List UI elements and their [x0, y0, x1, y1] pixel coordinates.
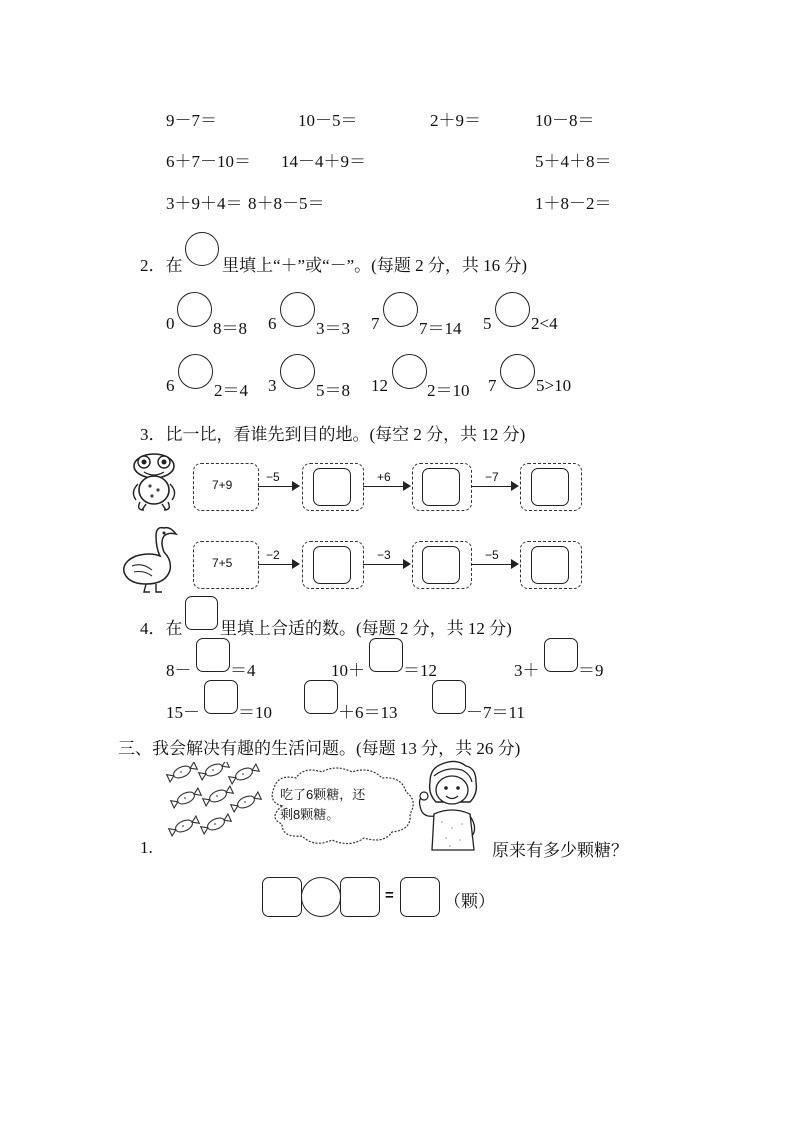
equation: 2＋9＝	[430, 111, 481, 130]
q4-after: －7＝11	[466, 703, 525, 722]
answer-box[interactable]	[196, 638, 230, 672]
q2-right: 2＝4	[214, 381, 248, 400]
q2-right: 2<4	[531, 314, 558, 333]
operator-circle[interactable]	[500, 354, 535, 389]
section3-title: 三、我会解决有趣的生活问题。(每题 13 分，共 26 分)	[118, 739, 521, 758]
equation: 1＋8－2＝	[535, 194, 612, 213]
operator-circle[interactable]	[280, 354, 315, 389]
frog-start: 7+9	[212, 478, 233, 492]
answer-box[interactable]	[544, 638, 578, 672]
answer-box[interactable]	[313, 546, 351, 584]
q2-left: 7	[371, 314, 380, 333]
answer-box[interactable]	[400, 877, 440, 917]
q2-right: 7＝14	[419, 319, 462, 338]
q4-after: ＝9	[578, 661, 604, 680]
q2-instruction: 里填上“＋”或“－”。(每题 2 分，共 16 分)	[222, 256, 528, 275]
speech-line: 剩8颗糖。	[280, 807, 340, 822]
q4-before: 10＋	[331, 661, 365, 680]
answer-box[interactable]	[369, 638, 403, 672]
q4-after: ＋6＝13	[338, 703, 398, 722]
q2-left: 7	[488, 376, 497, 395]
q2-left: 3	[268, 376, 277, 395]
frog-op: −5	[266, 470, 280, 484]
operator-circle[interactable]	[177, 292, 212, 327]
frog-op: −7	[485, 470, 499, 484]
unit-label: （颗）	[444, 892, 495, 911]
goose-op: −3	[377, 548, 391, 562]
answer-box[interactable]	[340, 877, 380, 917]
q4-after: ＝10	[238, 703, 272, 722]
operator-circle[interactable]	[280, 292, 315, 327]
answer-box[interactable]	[262, 877, 302, 917]
frog-icon	[128, 452, 180, 512]
answer-box[interactable]	[304, 680, 338, 714]
answer-box[interactable]	[531, 546, 569, 584]
q2-left: 5	[483, 314, 492, 333]
q4-after: ＝4	[230, 661, 256, 680]
q2-left: 12	[371, 376, 388, 395]
answer-box-sample	[185, 596, 218, 630]
frog-op: +6	[377, 470, 391, 484]
q2-right: 5>10	[536, 376, 572, 395]
operator-circle[interactable]	[495, 292, 530, 327]
goose-op: −2	[266, 548, 280, 562]
q4-after: ＝12	[403, 661, 437, 680]
operator-circle[interactable]	[301, 877, 341, 917]
q2-left: 6	[166, 376, 175, 395]
answer-box[interactable]	[422, 468, 460, 506]
answer-box[interactable]	[531, 468, 569, 506]
goose-start: 7+5	[212, 556, 233, 570]
equation: 14－4＋9＝	[281, 152, 366, 171]
equation: 8＋8－5＝	[248, 194, 325, 213]
q4-before: 3＋	[514, 661, 540, 680]
operator-circle[interactable]	[178, 354, 213, 389]
equation: 9－7＝	[166, 111, 217, 130]
equation: 3＋9＋4＝	[166, 194, 243, 213]
q2-right: 2＝10	[427, 381, 470, 400]
q2-left: 0	[166, 314, 175, 333]
q4-instruction: 里填上合适的数。(每题 2 分，共 12 分)	[220, 619, 512, 638]
q2-left: 6	[268, 314, 277, 333]
operator-circle[interactable]	[383, 292, 418, 327]
operator-circle-sample	[185, 232, 219, 266]
answer-box[interactable]	[204, 680, 238, 714]
q4-before: 8－	[166, 661, 192, 680]
q2-right: 8＝8	[213, 319, 247, 338]
answer-box[interactable]	[313, 468, 351, 506]
q2-prefix: 2．在	[140, 256, 183, 275]
answer-box[interactable]	[422, 546, 460, 584]
answer-box[interactable]	[432, 680, 466, 714]
equals-sign: =	[385, 887, 394, 904]
goose-op: −5	[485, 548, 499, 562]
goose-icon	[120, 522, 182, 594]
equation: 5＋4＋8＝	[535, 152, 612, 171]
problem-number: 1.	[140, 838, 153, 857]
q2-right: 5＝8	[316, 381, 350, 400]
problem-question: 原来有多少颗糖？	[492, 841, 628, 860]
speech-line: 吃了6颗糖，还	[280, 787, 366, 802]
q4-prefix: 4．在	[140, 619, 183, 638]
q4-before: 15－	[166, 703, 200, 722]
equation: 6＋7－10＝	[166, 152, 251, 171]
equation: 10－8＝	[535, 111, 595, 130]
candies-icon	[166, 762, 266, 852]
q3-title: 3．比一比，看谁先到目的地。(每空 2 分，共 12 分)	[140, 425, 526, 444]
boy-icon	[412, 758, 492, 854]
operator-circle[interactable]	[392, 354, 427, 389]
q2-right: 3＝3	[316, 319, 350, 338]
equation: 10－5＝	[298, 111, 358, 130]
